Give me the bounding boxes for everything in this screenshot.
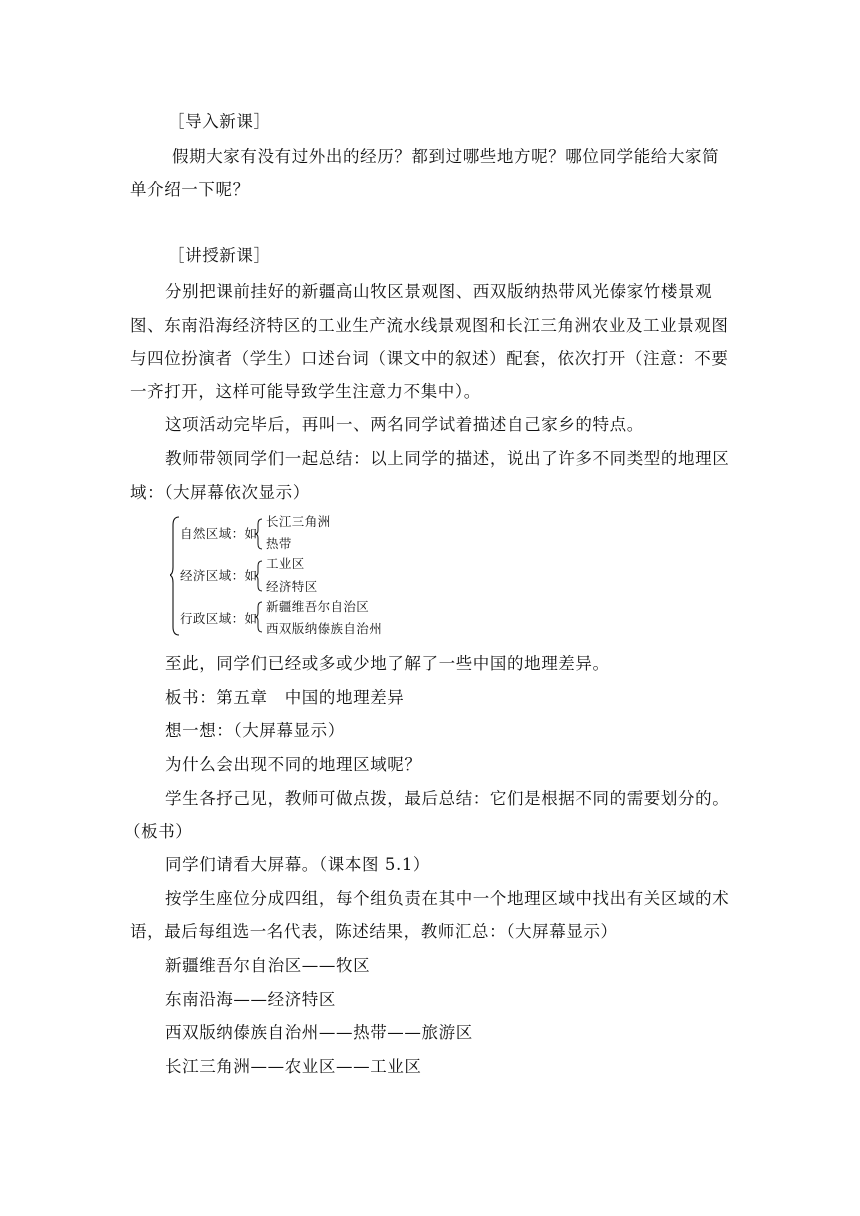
- board-note-chapter: 板书：第五章 中国的地理差异: [165, 688, 405, 707]
- admin-item-2: 西双版纳傣族自治州: [266, 621, 383, 636]
- economic-region-label: 经济区域：如: [180, 568, 258, 583]
- paragraph-think: 想一想：（大屏幕显示）: [165, 721, 345, 740]
- paragraph-10-line1: 按学生座位分成四组，每个组负责在其中一个地理区域中找出有关区域的术: [165, 889, 730, 908]
- paragraph-9: 同学们请看大屏幕。（课本图 5.1）: [165, 855, 431, 874]
- intro-heading: ［导入新课］: [168, 112, 271, 131]
- region-classification-diagram: [170, 513, 410, 643]
- paragraph-3-line2: 域：（大屏幕依次显示）: [130, 483, 310, 502]
- paragraph-3-line1: 教师带领同学们一起总结：以上同学的描述，说出了许多不同类型的地理区: [165, 449, 730, 468]
- paragraph-2: 这项活动完毕后，再叫一、两名同学试着描述自己家乡的特点。: [165, 415, 644, 434]
- lecture-heading: ［讲授新课］: [168, 246, 271, 265]
- natural-item-2: 热带: [266, 536, 292, 551]
- economic-item-1: 工业区: [266, 556, 305, 571]
- paragraph-4: 至此，同学们已经或多或少地了解了一些中国的地理差异。: [165, 654, 610, 673]
- admin-item-1: 新疆维吾尔自治区: [266, 599, 370, 614]
- question-text: 为什么会出现不同的地理区域呢？: [165, 755, 422, 774]
- paragraph-1-line2: 图、东南沿海经济特区的工业生产流水线景观图和长江三角洲农业及工业景观图: [130, 316, 729, 335]
- paragraph-10-line2: 语，最后每组选一名代表，陈述结果，教师汇总：（大屏幕显示）: [130, 922, 618, 941]
- intro-text-line1: 假期大家有没有过外出的经历？都到过哪些地方呢？哪位同学能给大家简: [172, 147, 720, 166]
- paragraph-1-line4: 一齐打开，这样可能导致学生注意力不集中）。: [130, 382, 481, 401]
- natural-item-1: 长江三角洲: [266, 514, 331, 529]
- admin-region-label: 行政区域：如: [180, 611, 258, 626]
- paragraph-1-line3: 与四位扮演者（学生）口述台词（课文中的叙述）配套，依次打开（注意：不要: [130, 349, 729, 368]
- paragraph-1-line1: 分别把课前挂好的新疆高山牧区景观图、西双版纳热带风光傣家竹楼景观: [165, 282, 713, 301]
- list-item-southeast-coast: 东南沿海——经济特区: [165, 990, 336, 1009]
- list-item-yangtze-delta: 长江三角洲——农业区——工业区: [165, 1057, 422, 1076]
- paragraph-8-line1: 学生各抒己见，教师可做点拨，最后总结：它们是根据不同的需要划分的。: [165, 789, 730, 808]
- list-item-xinjiang: 新疆维吾尔自治区——牧区: [165, 956, 371, 975]
- intro-text-line2: 单介绍一下呢？: [130, 180, 250, 199]
- list-item-xishuangbanna: 西双版纳傣族自治州——热带——旅游区: [165, 1023, 473, 1042]
- natural-region-label: 自然区域：如: [180, 526, 258, 541]
- paragraph-8-line2: （板书）: [124, 822, 193, 841]
- economic-item-2: 经济特区: [266, 579, 318, 594]
